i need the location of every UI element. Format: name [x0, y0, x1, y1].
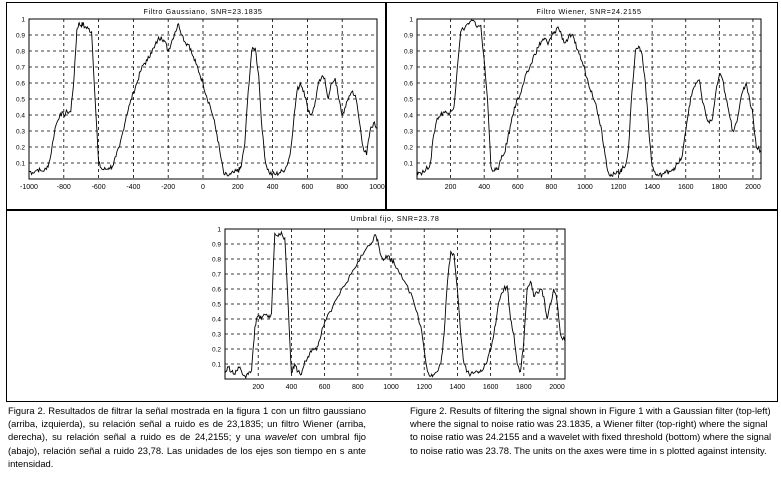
y-tick-label: 0.7 [403, 64, 413, 72]
chart-title: Filtro Wiener, SNR=24.2155 [536, 7, 642, 16]
y-tick-label: 0.3 [15, 128, 25, 136]
y-tick-label: 0.1 [211, 361, 221, 369]
x-tick-label: 200 [444, 184, 457, 191]
x-tick-label: 800 [545, 184, 558, 191]
x-tick-label: 1600 [677, 184, 694, 191]
x-tick-label: 200 [231, 184, 244, 191]
x-tick-label: -200 [161, 184, 176, 191]
y-tick-label: 0.7 [211, 271, 221, 279]
x-tick-label: 1200 [416, 384, 433, 391]
y-tick-label: 0.2 [403, 144, 413, 152]
signal-line [225, 232, 565, 378]
x-tick-label: 600 [301, 184, 314, 191]
x-tick-label: -1000 [20, 184, 38, 191]
y-tick-label: 0.1 [15, 160, 25, 168]
x-tick-label: 2000 [549, 384, 565, 391]
y-tick-label: 0.8 [403, 48, 413, 56]
chart-title: Filtro Gaussiano, SNR=23.1835 [143, 7, 263, 16]
y-tick-label: 0.6 [403, 80, 413, 88]
y-tick-label: 1 [409, 16, 413, 24]
x-tick-label: 600 [318, 384, 331, 391]
y-tick-label: 0.8 [15, 48, 25, 56]
caption-english: Figure 2. Results of filtering the signal shown in Figure 1 with a Gaussian filter (top-left) where the signal to noise ratio was 23.1835, a Wiener filter (top-right) where the signal to noise ratio was 24.2155 and a wavelet with fixed threshold (bottom) where the signal to noise ratio was 23.78. The units on the axes were time in s plotted against intensity. [410, 405, 772, 456]
x-tick-label: 1200 [610, 184, 627, 191]
y-tick-label: 0.9 [211, 241, 221, 249]
x-tick-label: 1600 [482, 384, 499, 391]
y-tick-label: 0.5 [211, 301, 221, 309]
x-tick-label: 1400 [449, 384, 466, 391]
y-tick-label: 0.3 [211, 331, 221, 339]
x-tick-label: 0 [201, 184, 205, 191]
caption-es-part2: con umbral fijo (abajo), relación señal a ruido 23,78. Las unidades de los ejes son tiempo en s ante intensidad. [8, 431, 366, 469]
x-tick-label: 800 [336, 184, 349, 191]
x-tick-label: 400 [478, 184, 491, 191]
x-tick-label: 1000 [369, 184, 385, 191]
x-tick-label: 1400 [644, 184, 660, 191]
caption-es-part1: Figura 2. Resultados de filtrar la señal mostrada en la figura 1 con un filtro gaussiano (arriba, izquierda), su relación señal a ruido es de 23,1835; un filtro Wiener (arriba, derecha), su relación señal a ruido es de 24,2155; y una [8, 405, 366, 443]
y-tick-label: 0.2 [211, 346, 221, 354]
plot-area [417, 19, 761, 179]
y-tick-label: 0.6 [211, 286, 221, 294]
caption-es-italic: wavelet [265, 431, 297, 443]
y-tick-label: 0.4 [403, 112, 413, 120]
x-tick-label: 600 [511, 184, 524, 191]
y-tick-label: 0.2 [15, 144, 25, 152]
chart-title: Umbral fijo, SNR=23.78 [350, 214, 440, 223]
x-tick-label: 800 [351, 384, 364, 391]
y-tick-label: 0.6 [15, 80, 25, 88]
x-tick-label: 400 [266, 184, 279, 191]
x-tick-label: 1000 [383, 384, 399, 391]
x-tick-label: -400 [126, 184, 141, 191]
wiener-filter-chart [387, 3, 777, 209]
y-tick-label: 0.5 [15, 96, 25, 104]
wiener-filter-panel [386, 2, 778, 210]
y-tick-label: 0.8 [211, 256, 221, 264]
fixed-threshold-panel [6, 210, 778, 402]
gaussian-filter-panel [6, 2, 386, 210]
x-tick-label: 200 [252, 384, 265, 391]
y-tick-label: 0.7 [15, 64, 25, 72]
y-tick-label: 1 [217, 226, 221, 234]
y-tick-label: 1 [21, 16, 25, 24]
y-tick-label: 0.9 [15, 32, 25, 40]
y-tick-label: 0.4 [15, 112, 25, 120]
fixed-threshold-chart [7, 211, 777, 401]
x-tick-label: 1800 [516, 384, 532, 391]
y-tick-label: 0.1 [403, 160, 413, 168]
y-tick-label: 0.4 [211, 316, 221, 324]
x-tick-label: 1800 [711, 184, 728, 191]
x-tick-label: -800 [56, 184, 71, 191]
caption-spanish [8, 404, 366, 470]
y-tick-label: 0.3 [403, 128, 413, 136]
x-tick-label: -600 [91, 184, 106, 191]
gaussian-filter-chart [7, 3, 385, 209]
y-tick-label: 0.9 [403, 32, 413, 40]
signal-line [417, 20, 761, 178]
x-tick-label: 2000 [745, 184, 761, 191]
y-tick-label: 0.5 [403, 96, 413, 104]
x-tick-label: 400 [285, 384, 298, 391]
x-tick-label: 1000 [577, 184, 593, 191]
